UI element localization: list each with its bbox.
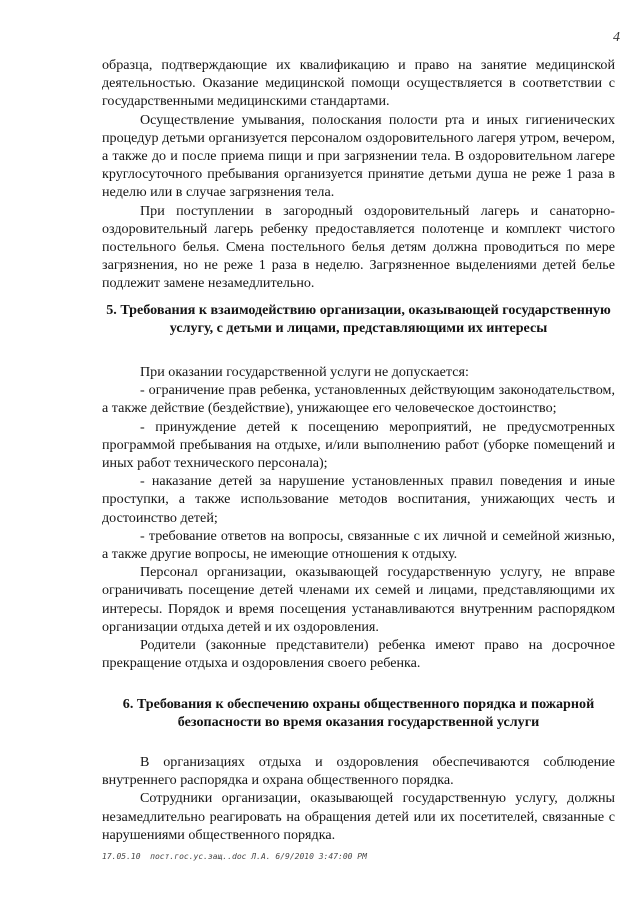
prohibition-item: - требование ответов на вопросы, связанные с их личной и семейной жизнью, а также другие вопросы, не имеющие отношения к отдыху. xyxy=(102,527,615,563)
paragraph-public-order: В организациях отдыха и оздоровления обеспечиваются соблюдение внутреннего распорядка и охрана общественного порядка. xyxy=(102,753,615,789)
section-5-intro: При оказании государственной услуги не допускается: xyxy=(140,364,469,381)
paragraph-staff-visits: Персонал организации, оказывающей государственную услугу, не вправе ограничивать посещение детей членами их семей и лицами, представляющими их интересы. Порядок и время посещения устанавливаются внутренним распорядком организации отдыха детей и их оздоровления. xyxy=(102,564,615,635)
prohibition-item: - наказание детей за нарушение установленных правил поведения и иные проступки, а также использование методов воспитания, унижающих честь и достоинство детей; xyxy=(102,473,615,526)
prohibition-item: - принуждение детей к посещению мероприятий, не предусмотренных программой пребывания на отдыхе, и/или выполнению работ (уборке помещений и иных работ технического персонала); xyxy=(102,418,615,472)
section-6-heading: 6. Требования к обеспечению охраны общественного порядка и пожарной безопасности во время оказания государственной услуги xyxy=(122,695,595,730)
page-number-mark: 4 xyxy=(613,30,620,45)
paragraph-staff-response: Сотрудники организации, оказывающей государственную услугу, должны незамедлительно реагировать на обращения детей или их посетителей, связанные с нарушениями общественного порядка. xyxy=(102,790,615,843)
paragraph-linen: При поступлении в загородный оздоровительный лагерь и санаторно-оздоровительный лагерь ребенку предоставляется полотенце и комплект чистого постельного белья. Смена постельного белья детям должна проводиться по мере загрязнения, но не реже 1 раза в неделю. Загрязненное выделениями детей белье подлежит замене незамедлительно. xyxy=(102,202,615,292)
paragraph-qualification: образца, подтверждающие их квалификацию и право на занятие медицинской деятельностью. Оказание медицинской помощи осуществляется в соответствии с государственными медицинскими стандартами. xyxy=(102,57,615,110)
section-5-heading: 5. Требования к взаимодействию организации, оказывающей государственную услугу, с детьми и лицами, представляющими их интересы xyxy=(106,301,611,336)
paragraph-hygiene: Осуществление умывания, полоскания полости рта и иных гигиенических процедур детьми организуется персоналом оздоровительного лагеря утром, вечером, а также до и после приема пищи и при загрязнении тела. В оздоровительном лагере круглосуточного пребывания организуется принятие детьми душа не реже 1 раза в неделю или в случае загрязнения тела. xyxy=(102,111,615,201)
paragraph-parents-rights: Родители (законные представители) ребенка имеют право на досрочное прекращение отдыха и оздоровления своего ребенка. xyxy=(102,637,615,672)
document-body xyxy=(102,56,615,844)
document-footer: 17.05.10 пост.гос.ус.защ..doc Л.А. 6/9/2010 3:47:00 PM xyxy=(102,852,367,861)
prohibition-item: - ограничение прав ребенка, установленных действующим законодательством, а также действие (бездействие), унижающее его человеческое достоинство; xyxy=(102,382,615,417)
